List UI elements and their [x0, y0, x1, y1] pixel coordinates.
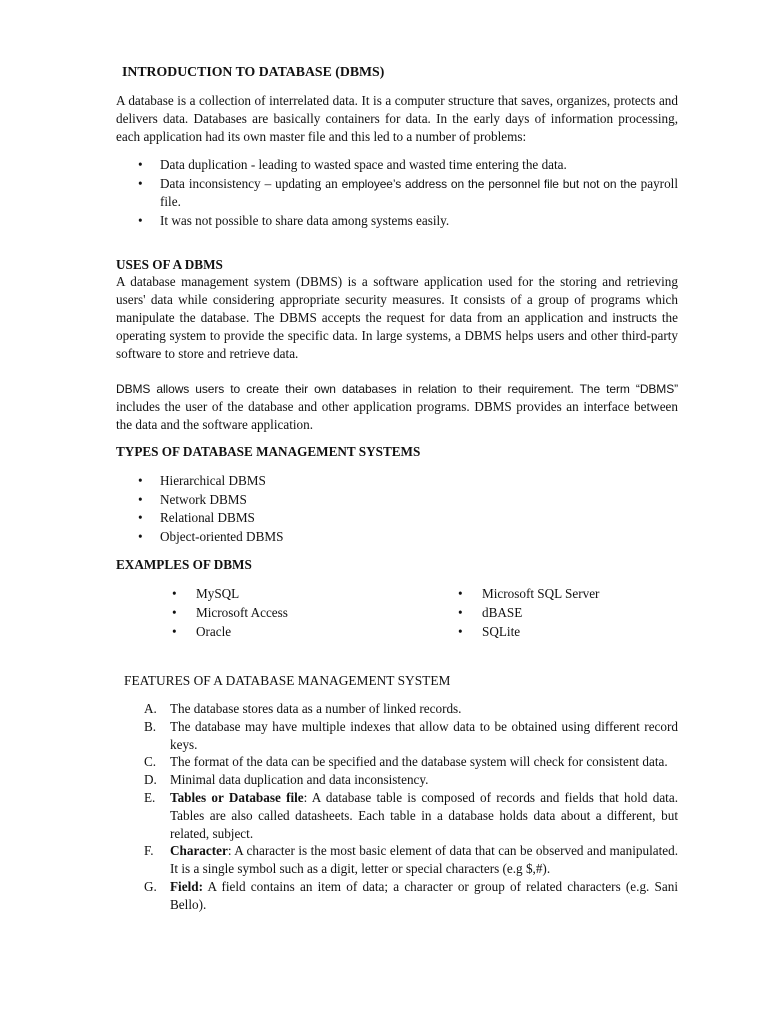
list-marker: F. [144, 843, 154, 859]
feature-text: : A character is the most basic element of data that can be observed and manipulated. It is a single symbol such as a digit, letter or special characters (e.g $,#). [170, 843, 678, 877]
list-item [116, 175, 678, 212]
problem-text: It was not possible to share data among systems easily. [160, 212, 450, 228]
feature-text: The database may have multiple indexes that allow data to be obtained using different record keys. [170, 718, 678, 752]
list-marker: G. [144, 878, 157, 894]
list-item: • Relational DBMS [116, 509, 516, 528]
list-item: • Oracle [170, 623, 420, 642]
list-marker: B. [144, 718, 157, 734]
list-item: • Network DBMS [116, 491, 516, 510]
features-heading: FEATURES OF A DATABASE MANAGEMENT SYSTEM [124, 673, 451, 688]
document-title: INTRODUCTION TO DATABASE (DBMS) [122, 64, 385, 79]
features-list [144, 700, 678, 914]
list-item [144, 878, 678, 914]
intro-paragraph: A database is a collection of interrelated data. It is a computer structure that saves, organizes, protects and delivers data. Databases are basically containers for data. In the early days of information processing, each application had its own master file and this led to a number of problems: [116, 93, 678, 144]
list-item [116, 156, 678, 175]
feature-term: Character [170, 843, 228, 859]
list-item: • MySQL [170, 585, 420, 604]
feature-text: The database stores data as a number of linked records. [170, 701, 462, 716]
list-marker: D. [144, 772, 157, 788]
list-marker: E. [144, 789, 156, 805]
list-item [144, 789, 678, 842]
examples-heading: EXAMPLES OF DBMS [116, 557, 252, 572]
list-item [144, 842, 678, 878]
list-item [144, 753, 678, 771]
types-list [116, 472, 516, 546]
list-marker: C. [144, 754, 157, 770]
feature-text: The format of the data can be specified and the database system will check for consistent data. [170, 754, 668, 770]
list-item: • Object-oriented DBMS [116, 528, 516, 547]
problems-list [116, 156, 678, 230]
list-item: • Hierarchical DBMS [116, 472, 516, 491]
uses-paragraph-2b: includes the user of the database and other application programs. DBMS provides an interface between the data and the software application. [116, 399, 678, 432]
feature-term: Field: [170, 878, 203, 894]
types-heading: TYPES OF DATABASE MANAGEMENT SYSTEMS [116, 444, 421, 459]
uses-heading: USES OF A DBMS [116, 257, 223, 272]
feature-text: : A database table is composed of records and fields that hold data. Tables are also called datasheets. Each table in a database holds data about a different, but related, subject. [170, 789, 678, 841]
examples-left-column [170, 585, 420, 641]
list-item: • SQLite [456, 623, 706, 642]
list-item [144, 771, 678, 789]
problem-text-a: Data inconsistency – updating an [160, 175, 342, 191]
uses-paragraph-1: A database management system (DBMS) is a software application used for the storing and retrieving users' data while considering appropriate security measures. It consists of a group of programs which manipulate the database. The DBMS accepts the request for data from an application and instructs the operating system to provide the specific data. In large systems, a DBMS helps users and other third-party software to store and retrieve data. [116, 274, 678, 361]
list-item: • Microsoft SQL Server [456, 585, 706, 604]
list-item: • Microsoft Access [170, 604, 420, 623]
problem-text-c: payroll file. [160, 175, 678, 210]
list-item [144, 700, 678, 718]
feature-text: A field contains an item of data; a character or group of related characters (e.g. Sani Bello). [170, 878, 678, 912]
feature-text: Minimal data duplication and data inconsistency. [170, 772, 429, 788]
problem-text: Data duplication - leading to wasted space and wasted time entering the data. [160, 157, 567, 172]
list-item [144, 718, 678, 754]
uses-paragraph-2a: DBMS allows users to create their own databases in relation to their requirement. The term “DBMS” [116, 382, 678, 396]
list-marker: A. [144, 701, 157, 716]
feature-term: Tables or Database file [170, 789, 304, 805]
examples-right-column [456, 585, 706, 641]
uses-paragraph-2 [116, 380, 678, 434]
list-item: • dBASE [456, 604, 706, 623]
list-item [116, 212, 678, 231]
problem-text-b: employee’s address on the personnel file but not on the [341, 176, 637, 191]
